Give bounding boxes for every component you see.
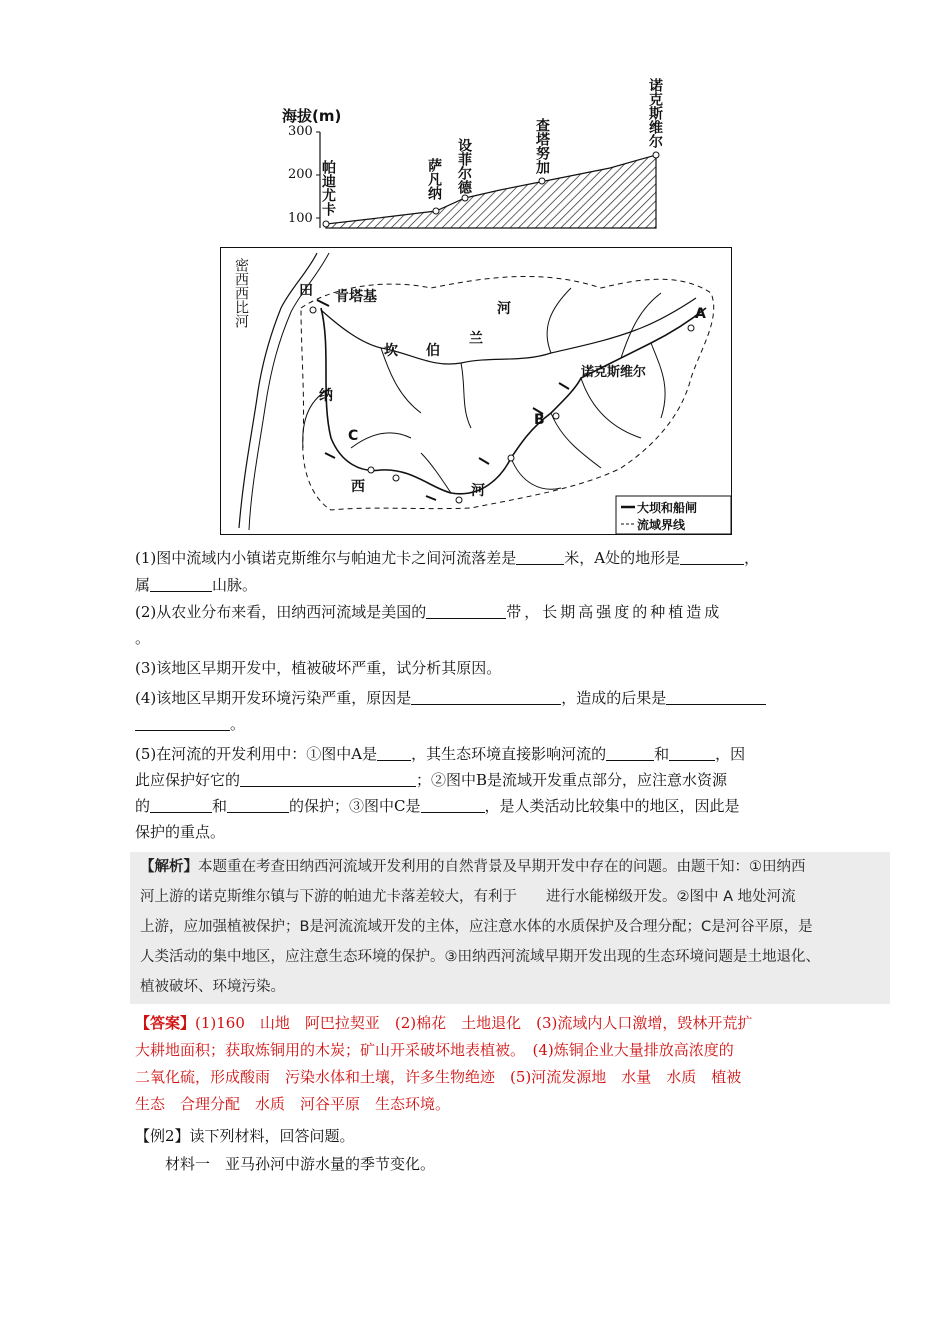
analysis-line-3: 上游，应加强植被保护；B是河流流域开发的主体，应注意水体的水质保护及合理分配；C是河谷平原，是 (140, 919, 813, 935)
analysis-tag: 【解析】 (140, 859, 198, 875)
place-savannah: 萨凡纳 (426, 158, 442, 200)
label-C: C (348, 428, 359, 444)
y-tick-100: 100 (288, 211, 313, 226)
q4-blank-2[interactable] (666, 690, 766, 705)
q1-blank-2[interactable] (680, 550, 744, 565)
q4-blank-1[interactable] (411, 690, 561, 705)
place-chattanooga: 查塔努加 (534, 118, 550, 174)
profile-plot (270, 60, 710, 240)
label-he-2: 河 (471, 483, 485, 499)
q1-text-b: 米，A处的地形是 (564, 549, 681, 567)
q5-blank-5[interactable] (150, 798, 212, 813)
q5-blank-1[interactable] (377, 746, 411, 761)
q5-text-i: 的保护；③图中C是 (289, 797, 421, 815)
answer-line-1: (1)160 山地 阿巴拉契亚 (2)棉花 土地退化 (3)流域内人口激增，毁林开荒扩 (195, 1014, 753, 1032)
q1-text-e: 山脉。 (212, 576, 258, 594)
question-3: (3)该地区早期开发中，植被破坏严重，试分析其原因。 (135, 659, 502, 677)
terrain-profile (326, 155, 656, 228)
label-bo: 伯 (426, 343, 440, 359)
label-B: B (534, 412, 545, 428)
basin-map (220, 247, 732, 535)
label-lan: 兰 (469, 331, 483, 347)
q1-text-d: 属 (135, 576, 151, 594)
q2-text-a: (2)从农业分布来看，田纳西河流域是美国的 (135, 603, 427, 621)
answer-line-4: 生态 合理分配 水质 河谷平原 生态环境。 (135, 1095, 451, 1113)
q4-text-c: 。 (230, 715, 246, 733)
label-tian: 田 (299, 283, 313, 299)
answer-line-3: 二氧化硫，形成酸雨 污染水体和土壤，许多生物绝迹 (5)河流发源地 水量 水质 植被 (135, 1068, 742, 1086)
q4-blank-3[interactable] (135, 716, 230, 731)
q5-text-j: ，是人类活动比较集中的地区，因此是 (484, 797, 740, 815)
q2-text-b: 带，长期高强度的种植造成 (506, 603, 723, 621)
q1-text-c: ， (744, 549, 760, 567)
q5-blank-6[interactable] (227, 798, 289, 813)
example-2-title: 【例2】读下列材料，回答问题。 (135, 1127, 355, 1145)
q5-text-a: (5)在河流的开发利用中：①图中A是 (135, 745, 378, 763)
q4-text-a: (4)该地区早期开发环境污染严重，原因是 (135, 689, 412, 707)
legend-boundary: 流域界线 (637, 518, 686, 532)
q1-text-a: (1)图中流域内小镇诺克斯维尔与帕迪尤卡之间河流落差是 (135, 549, 517, 567)
answer-tag: 【答案】 (135, 1014, 196, 1032)
label-mississippi: 密西西比河 (233, 258, 249, 328)
q5-text-b: ，其生态环境直接影响河流的 (411, 745, 607, 763)
label-xi: 西 (351, 479, 365, 495)
q5-text-d: ，因 (715, 745, 746, 763)
label-kan: 坎 (384, 343, 398, 359)
place-knoxville: 诺克斯维尔 (647, 78, 663, 148)
analysis-line-1: 本题重在考查田纳西河流域开发利用的自然背景及早期开发中存在的问题。由题干知：①田纳西 (198, 859, 806, 875)
example-2-material-1: 材料一 亚马孙河中游水量的季节变化。 (165, 1155, 436, 1173)
q2-text-c: 。 (135, 629, 151, 647)
place-paducah: 帕迪尤卡 (320, 160, 336, 216)
q5-blank-3[interactable] (669, 746, 715, 761)
label-A: A (695, 306, 706, 322)
label-kentucky: 肯塔基 (335, 289, 377, 305)
q5-text-g: 的 (135, 797, 151, 815)
y-tick-200: 200 (288, 167, 313, 182)
analysis-line-4: 人类活动的集中地区，应注意生态环境的保护。③田纳西河流域早期开发出现的生态环境问题是土地退化、 (140, 949, 820, 965)
q5-text-k: 保护的重点。 (135, 823, 226, 841)
elevation-profile (270, 60, 710, 240)
analysis-box (130, 852, 890, 1004)
place-sheffield: 设菲尔德 (456, 138, 472, 194)
q5-text-h: 和 (212, 797, 228, 815)
y-tick-300: 300 (288, 124, 313, 139)
q5-text-c: 和 (654, 745, 670, 763)
label-he-1: 河 (497, 301, 511, 317)
q5-text-e: 此应保护好它的 (135, 771, 241, 789)
label-knoxville: 诺克斯维尔 (581, 365, 647, 380)
q5-blank-7[interactable] (421, 798, 485, 813)
q5-text-f: ；②图中B是流域开发重点部分，应注意水资源 (416, 771, 728, 789)
analysis-line-5: 植被破坏、环境污染。 (140, 979, 285, 995)
q1-blank-1[interactable] (516, 550, 564, 565)
y-axis-title: 海拔(m) (282, 107, 342, 125)
answer-line-2: 大耕地面积；获取炼铜用的木炭；矿山开采破坏地表植被。 (4)炼铜企业大量排放高浓度的 (135, 1041, 734, 1059)
q5-blank-4[interactable] (240, 772, 416, 787)
label-na: 纳 (319, 388, 333, 404)
town-markers (310, 307, 694, 503)
q1-blank-3[interactable] (150, 577, 212, 592)
q4-text-b: ，造成的后果是 (561, 689, 667, 707)
q2-blank-1[interactable] (426, 604, 506, 619)
q5-blank-2[interactable] (606, 746, 654, 761)
analysis-line-2: 河上游的诺克斯维尔镇与下游的帕迪尤卡落差较大，有利于 进行水能梯级开发。②图中 A 地处河流 (140, 889, 796, 905)
legend-dam: 大坝和船闸 (637, 501, 698, 515)
answer-block (135, 1010, 835, 1118)
